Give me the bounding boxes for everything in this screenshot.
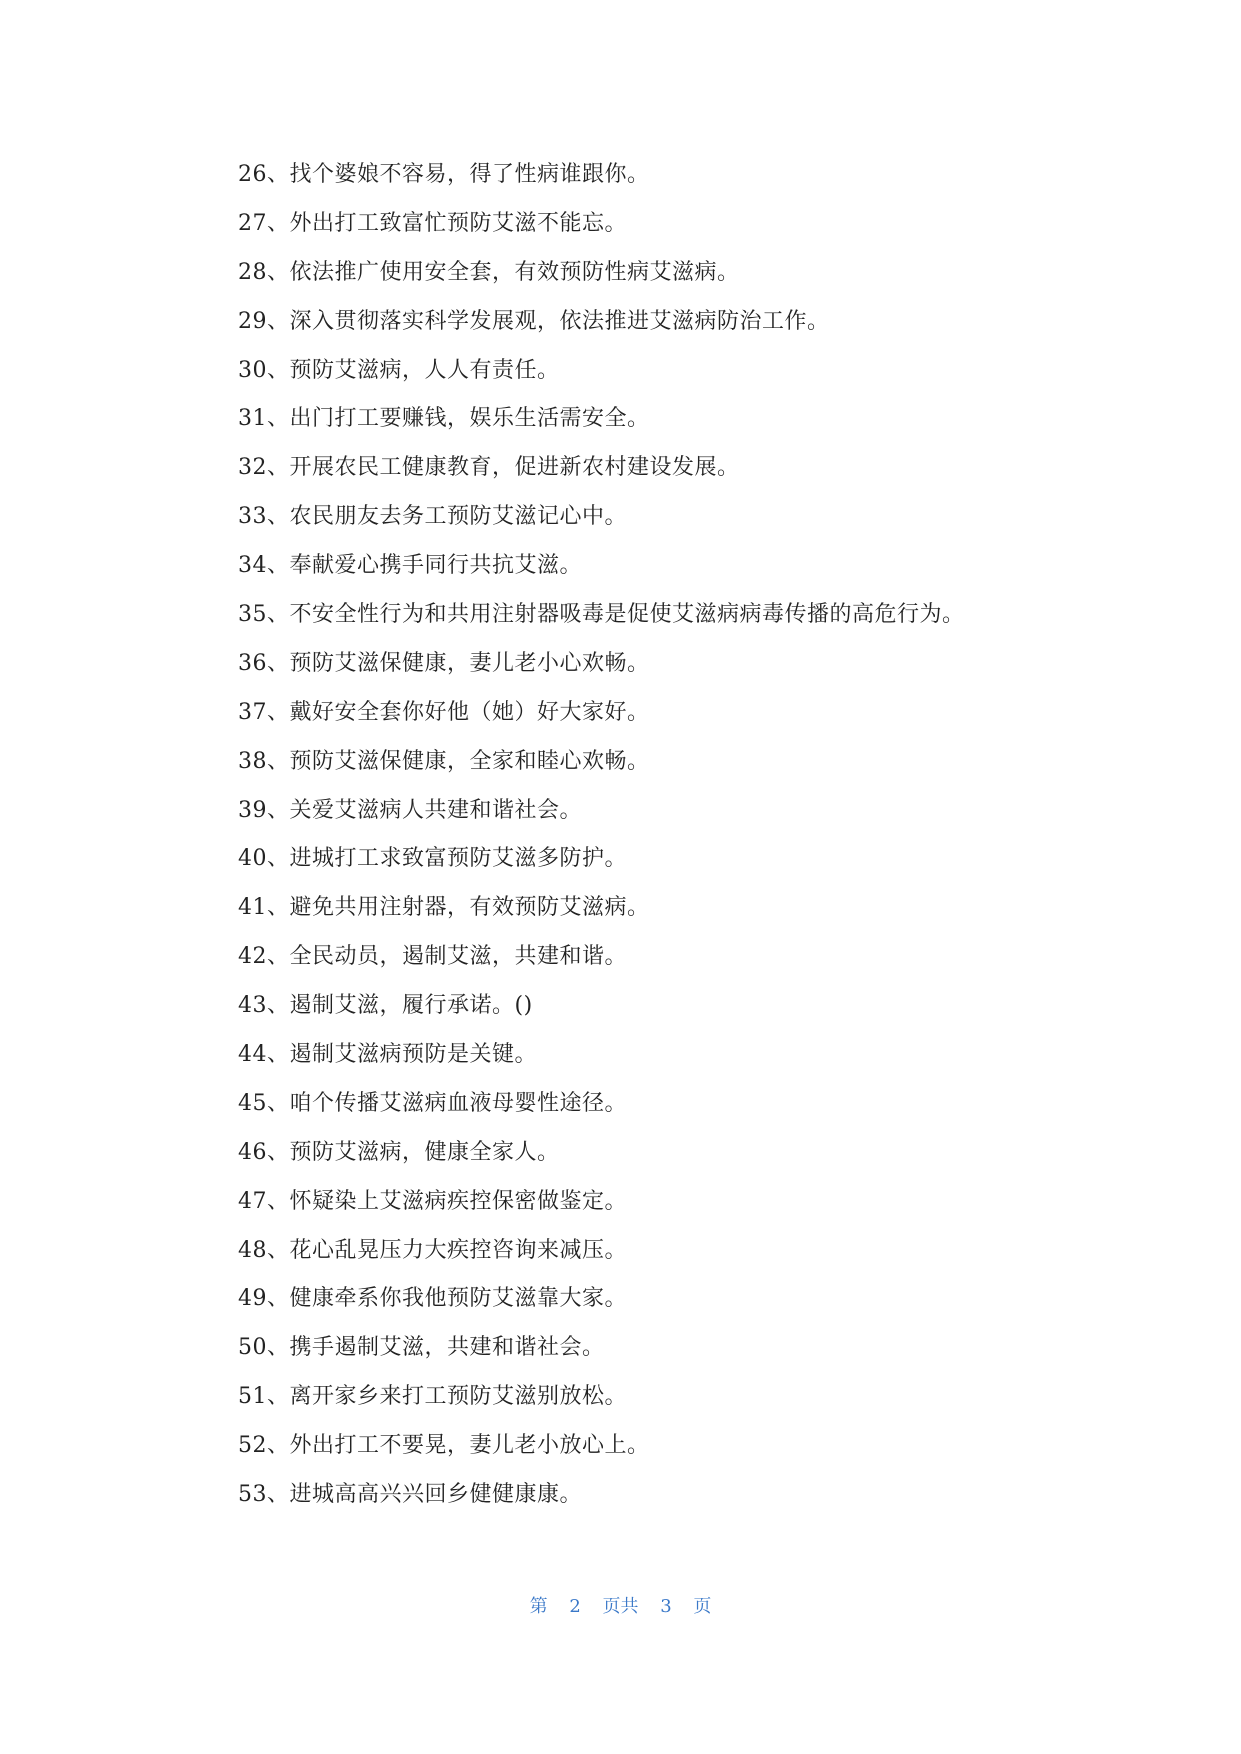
list-item: 31、出门打工要赚钱，娱乐生活需安全。 — [238, 406, 650, 432]
list-item: 33、农民朋友去务工预防艾滋记心中。 — [238, 504, 627, 530]
footer-middle: 页共 — [602, 1596, 639, 1617]
list-item: 27、外出打工致富忙预防艾滋不能忘。 — [238, 210, 627, 236]
footer-current-page: 2 — [569, 1596, 581, 1617]
list-item: 26、找个婆娘不容易，得了性病谁跟你。 — [238, 162, 650, 187]
footer-prefix: 第 — [529, 1596, 548, 1617]
list-item: 29、深入贯彻落实科学发展观，依法推进艾滋病防治工作。 — [238, 308, 830, 334]
list-item: 39、关爱艾滋病人共建和谐社会。 — [238, 797, 582, 823]
list-item: 40、进城打工求致富预防艾滋多防护。 — [238, 846, 627, 872]
list-item: 32、开展农民工健康教育，促进新农村建设发展。 — [238, 455, 740, 481]
page-footer — [0, 1592, 1241, 1618]
list-item: 47、怀疑染上艾滋病疾控保密做鉴定。 — [238, 1188, 627, 1214]
list-item: 53、进城高高兴兴回乡健健康康。 — [238, 1482, 582, 1508]
list-item: 46、预防艾滋病，健康全家人。 — [238, 1139, 560, 1165]
list-item: 35、不安全性行为和共用注射器吸毒是促使艾滋病病毒传播的高危行为。 — [238, 602, 965, 628]
list-item: 41、避免共用注射器，有效预防艾滋病。 — [238, 895, 650, 921]
list-item: 43、遏制艾滋，履行承诺。() — [238, 993, 533, 1019]
list-item: 52、外出打工不要晃，妻儿老小放心上。 — [238, 1433, 650, 1459]
list-item: 28、依法推广使用安全套，有效预防性病艾滋病。 — [238, 259, 740, 285]
list-item: 38、预防艾滋保健康，全家和睦心欢畅。 — [238, 748, 650, 774]
list-item: 34、奉献爱心携手同行共抗艾滋。 — [238, 553, 582, 579]
list-item: 36、预防艾滋保健康，妻儿老小心欢畅。 — [238, 650, 650, 676]
footer-total-pages: 3 — [660, 1596, 672, 1617]
list-item: 49、健康牵系你我他预防艾滋靠大家。 — [238, 1286, 627, 1312]
list-item: 45、咱个传播艾滋病血液母婴性途径。 — [238, 1090, 627, 1116]
list-item: 48、花心乱晃压力大疾控咨询来减压。 — [238, 1237, 627, 1263]
footer-suffix: 页 — [693, 1596, 712, 1617]
list-item: 50、携手遏制艾滋，共建和谐社会。 — [238, 1335, 605, 1361]
slogan-list — [238, 155, 1158, 1524]
list-item: 30、预防艾滋病，人人有责任。 — [238, 357, 560, 383]
list-item: 42、全民动员，遏制艾滋，共建和谐。 — [238, 944, 627, 970]
list-item: 51、离开家乡来打工预防艾滋别放松。 — [238, 1384, 627, 1410]
list-item: 44、遏制艾滋病预防是关键。 — [238, 1042, 537, 1068]
list-item: 37、戴好安全套你好他（她）好大家好。 — [238, 699, 650, 725]
